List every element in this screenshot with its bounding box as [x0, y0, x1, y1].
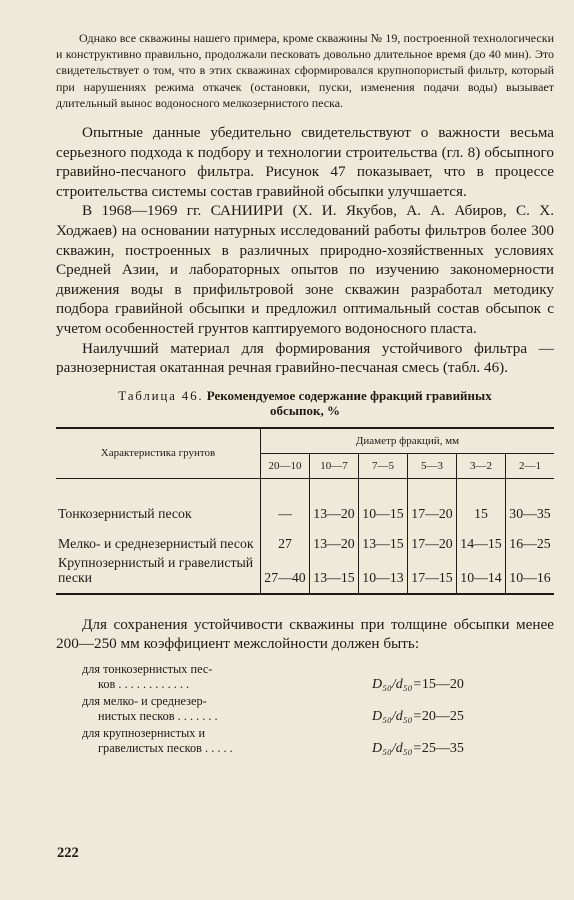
ratio-label-2: гравелистых песков . . . . .	[98, 740, 233, 755]
cell: 10—14	[457, 551, 506, 594]
page-number: 222	[57, 845, 79, 861]
cell: 27—40	[261, 551, 310, 594]
column-header: 10—7	[310, 453, 359, 478]
fractions-table	[56, 427, 554, 595]
ratio-row	[56, 694, 554, 724]
cell: 10—15	[359, 495, 408, 521]
cell: 13—20	[310, 495, 359, 521]
cell: 13—15	[310, 551, 359, 594]
header-soil-characteristics: Характеристика грунтов	[56, 428, 261, 479]
cell: 14—15	[457, 521, 506, 551]
paragraph-best-material: Наилучший материал для формирования устойчивого фильтра — разнозернистая окатанная речная гравийно-песчаная смесь (табл. 46).	[56, 339, 554, 377]
cell: 10—13	[359, 551, 408, 594]
intro-paragraph: Однако все скважины нашего примера, кроме скважины № 19, построенной технологически и конструктивно правильно, продолжали песковать довольно длительное время (до 40 мин). Это свидетельствует о том, что в этих скважинах сформировался крупнопористый фильтр, который при нарушениях режима откачек (остановки, пуски, изменения подачи воды) вызывает длительный вынос водоносного мелкозернистого песка.	[56, 31, 554, 110]
ratio-formula: D₅₀/d₅₀=	[372, 740, 422, 756]
table-caption	[56, 388, 554, 419]
ratio-value: 15—20	[421, 676, 464, 692]
cell: 17—20	[408, 495, 457, 521]
table-row	[56, 551, 554, 594]
cell: 30—35	[509, 505, 551, 521]
page-body	[56, 30, 554, 758]
column-header: 3—2	[457, 453, 506, 478]
ratio-list	[56, 662, 554, 756]
ratio-label-2: нистых песков . . . . . . .	[98, 708, 218, 723]
table-caption-title-2: обсыпок, %	[270, 403, 340, 419]
cell: 10—16	[509, 569, 551, 585]
cell: 16—25	[509, 535, 551, 551]
column-header: 7—5	[359, 453, 408, 478]
ratio-label-1: для мелко- и среднезер-	[82, 693, 207, 708]
cell: 13—20	[310, 521, 359, 551]
header-fraction-diameter: Диаметр фракций, мм	[261, 428, 555, 454]
column-header: 20—10	[261, 453, 310, 478]
closing-paragraph: Для сохранения устойчивости скважины при толщине обсыпки менее 200—250 мм коэффициент межслойности должен быть:	[56, 615, 554, 653]
column-header: 5—3	[408, 453, 457, 478]
table-caption-label: Таблица 46.	[118, 387, 204, 403]
paragraph-importance: Опытные данные убедительно свидетельствуют о важности весьма серьезного подхода к подбору и технологии строительства (гл. 8) обсыпного гравийно-песчаного фильтра. Рисунок 47 показывает, что в процессе строительства системы состав гравийной обсыпки улучшается.	[56, 124, 554, 200]
cell: 27	[261, 521, 310, 551]
cell: 15	[457, 495, 506, 521]
row-name: Крупнозернистый и гравелистый пески	[56, 551, 261, 594]
ratio-row	[56, 726, 554, 756]
cell: —	[261, 495, 310, 521]
ratio-label-2: ков . . . . . . . . . . . .	[98, 676, 190, 691]
row-name: Мелко- и среднезернистый песок	[56, 521, 261, 551]
cell: 17—20	[408, 521, 457, 551]
ratio-formula: D₅₀/d₅₀=	[372, 708, 422, 724]
table-caption-title-1: Рекомендуемое содержание фракций гравийных	[206, 387, 492, 403]
paragraph-saniiri: В 1968—1969 гг. САНИИРИ (Х. И. Якубов, А. А. Абиров, С. Х. Ходжаев) на основании натурных исследований работы фильтров более 300 скважин, построенных в различных природно-хозяйственных условиях Средней Азии, и лабораторных опытов по изучению закономерности движения воды в прифильтровой зоне скважин разработал методику подбора гравийной обсыпки и предложил оптимальный состав обсыпок с учетом особенностей грунтов каптируемого водоносного пласта.	[56, 202, 554, 337]
cell: 17—15	[408, 551, 457, 594]
column-header: 2—1	[506, 453, 555, 478]
table-row	[56, 495, 554, 521]
row-name: Тонкозернистый песок	[56, 495, 261, 521]
ratio-label-1: для тонкозернистых пес-	[82, 661, 213, 676]
ratio-label-1: для крупнозернистых и	[82, 725, 206, 740]
ratio-formula: D₅₀/d₅₀=	[372, 676, 422, 692]
table-row	[56, 521, 554, 551]
ratio-value: 20—25	[421, 708, 464, 724]
ratio-row	[56, 662, 554, 692]
ratio-value: 25—35	[421, 740, 464, 756]
cell: 13—15	[359, 521, 408, 551]
